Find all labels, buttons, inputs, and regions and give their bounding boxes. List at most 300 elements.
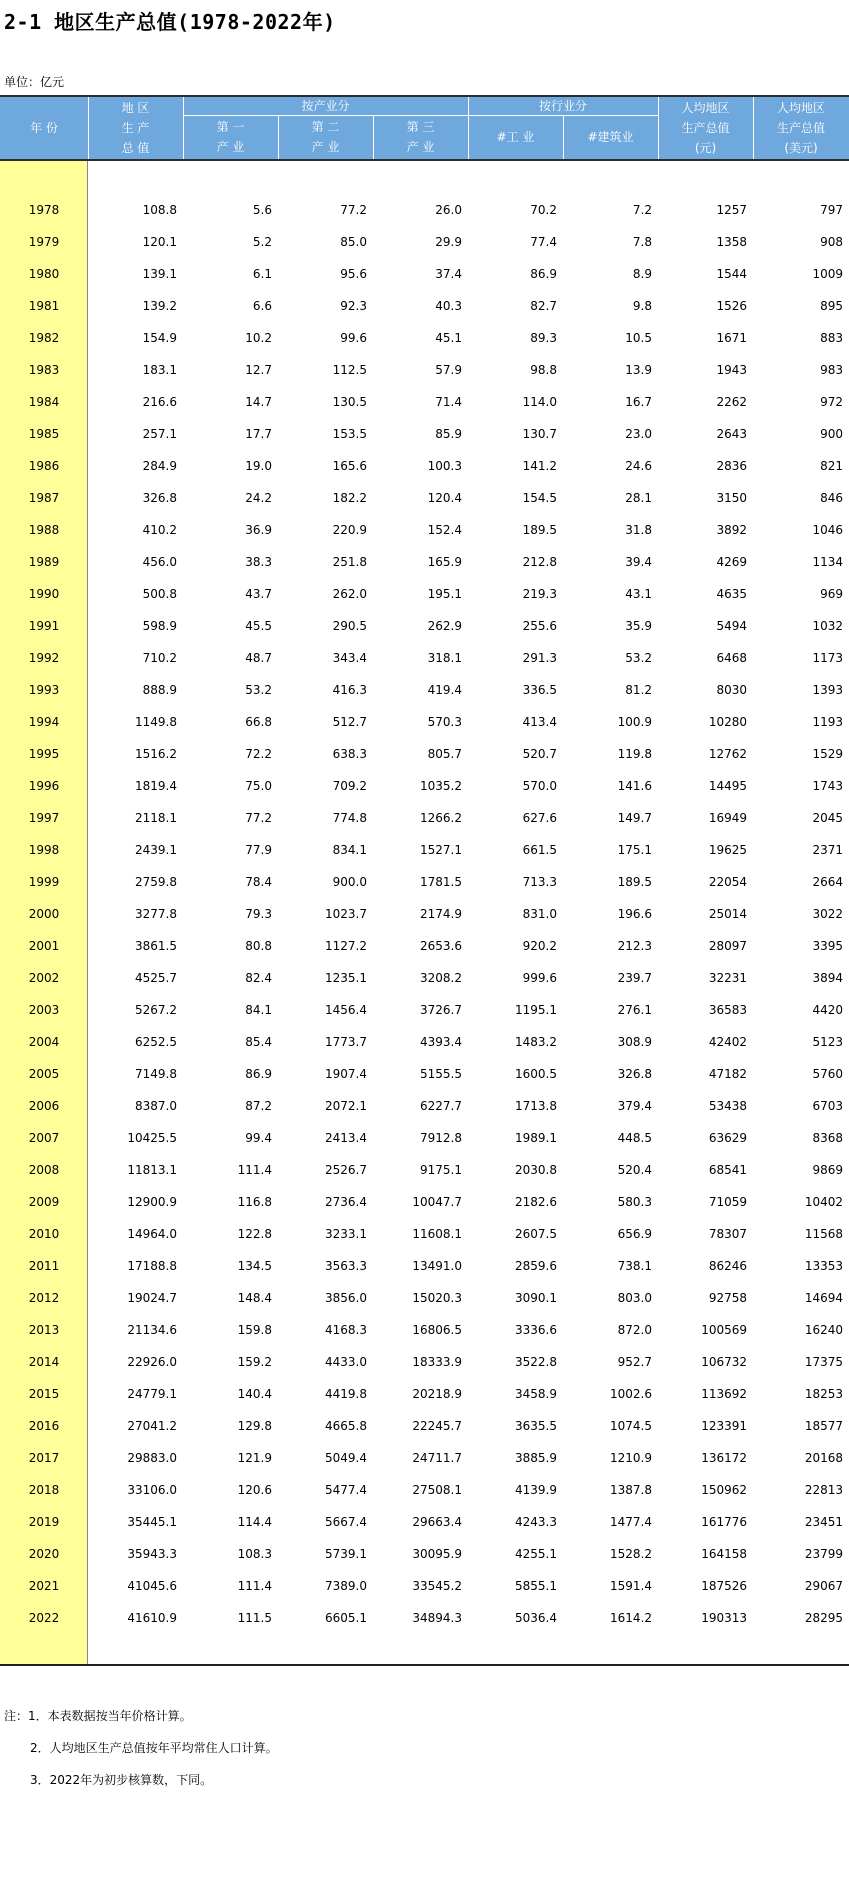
cell-primary: 134.5 <box>237 1259 272 1273</box>
cell-industry: 86.9 <box>530 267 557 281</box>
cell-tertiary: 18333.9 <box>412 1355 462 1369</box>
cell-per-capita-yuan: 32231 <box>708 971 747 985</box>
cell-industry: 70.2 <box>530 203 557 217</box>
cell-per-capita-usd: 17375 <box>804 1355 843 1369</box>
cell-year: 2006 <box>28 1099 60 1113</box>
cell-year: 2017 <box>28 1451 60 1465</box>
cell-tertiary: 3208.2 <box>420 971 462 985</box>
cell-per-capita-usd: 1134 <box>812 555 843 569</box>
cell-industry: 1989.1 <box>515 1131 557 1145</box>
cell-per-capita-yuan: 53438 <box>708 1099 747 1113</box>
table-row <box>0 866 849 898</box>
cell-year: 2013 <box>28 1323 60 1337</box>
cell-industry: 189.5 <box>522 523 557 537</box>
cell-year: 2021 <box>28 1579 60 1593</box>
table-body <box>0 161 849 1666</box>
cell-primary: 48.7 <box>245 651 272 665</box>
table-row <box>0 1602 849 1634</box>
cell-industry: 1195.1 <box>515 1003 557 1017</box>
cell-secondary: 3563.3 <box>325 1259 367 1273</box>
cell-industry: 1713.8 <box>515 1099 557 1113</box>
cell-construction: 520.4 <box>617 1163 652 1177</box>
table-row <box>0 290 849 322</box>
table-row <box>0 194 849 226</box>
cell-primary: 43.7 <box>245 587 272 601</box>
table-row <box>0 418 849 450</box>
cell-gdp: 11813.1 <box>127 1163 177 1177</box>
cell-year: 2016 <box>28 1419 60 1433</box>
cell-secondary: 774.8 <box>332 811 367 825</box>
cell-tertiary: 120.4 <box>427 491 462 505</box>
cell-primary: 114.4 <box>237 1515 272 1529</box>
cell-year: 2015 <box>28 1387 60 1401</box>
cell-tertiary: 570.3 <box>427 715 462 729</box>
cell-gdp: 24779.1 <box>127 1387 177 1401</box>
cell-secondary: 95.6 <box>340 267 367 281</box>
cell-industry: 661.5 <box>522 843 557 857</box>
table-header <box>0 95 849 161</box>
cell-per-capita-usd: 28295 <box>804 1611 843 1625</box>
cell-year: 1991 <box>28 619 60 633</box>
cell-tertiary: 2174.9 <box>420 907 462 921</box>
cell-year: 2009 <box>28 1195 60 1209</box>
table-row <box>0 258 849 290</box>
cell-secondary: 416.3 <box>332 683 367 697</box>
cell-per-capita-yuan: 1544 <box>716 267 747 281</box>
cell-per-capita-usd: 22813 <box>804 1483 843 1497</box>
cell-industry: 3458.9 <box>515 1387 557 1401</box>
cell-construction: 16.7 <box>625 395 652 409</box>
cell-gdp: 410.2 <box>142 523 177 537</box>
cell-tertiary: 805.7 <box>427 747 462 761</box>
cell-per-capita-yuan: 28097 <box>708 939 747 953</box>
cell-primary: 82.4 <box>245 971 272 985</box>
table-row <box>0 1154 849 1186</box>
cell-year: 2000 <box>28 907 60 921</box>
cell-year: 2007 <box>28 1131 60 1145</box>
cell-industry: 141.2 <box>522 459 557 473</box>
cell-primary: 77.9 <box>245 843 272 857</box>
cell-industry: 520.7 <box>522 747 557 761</box>
cell-construction: 1528.2 <box>610 1547 652 1561</box>
cell-construction: 239.7 <box>617 971 652 985</box>
cell-per-capita-usd: 18577 <box>804 1419 843 1433</box>
cell-industry: 291.3 <box>522 651 557 665</box>
cell-gdp: 257.1 <box>142 427 177 441</box>
cell-tertiary: 37.4 <box>435 267 462 281</box>
cell-primary: 45.5 <box>245 619 272 633</box>
cell-construction: 379.4 <box>617 1099 652 1113</box>
cell-primary: 78.4 <box>245 875 272 889</box>
table-row <box>0 898 849 930</box>
cell-year: 1980 <box>28 267 60 281</box>
cell-industry: 3522.8 <box>515 1355 557 1369</box>
cell-industry: 212.8 <box>522 555 557 569</box>
cell-tertiary: 9175.1 <box>420 1163 462 1177</box>
cell-primary: 17.7 <box>245 427 272 441</box>
cell-secondary: 2736.4 <box>325 1195 367 1209</box>
cell-year: 2022 <box>28 1611 60 1625</box>
cell-gdp: 22926.0 <box>127 1355 177 1369</box>
cell-per-capita-usd: 883 <box>820 331 843 345</box>
cell-tertiary: 40.3 <box>435 299 462 313</box>
cell-secondary: 92.3 <box>340 299 367 313</box>
cell-tertiary: 26.0 <box>435 203 462 217</box>
table-row <box>0 1218 849 1250</box>
note-2: 2．人均地区生产总值按年平均常住人口计算。 <box>30 1741 278 1755</box>
cell-tertiary: 34894.3 <box>412 1611 462 1625</box>
cell-per-capita-yuan: 16949 <box>708 811 747 825</box>
cell-per-capita-yuan: 25014 <box>708 907 747 921</box>
cell-per-capita-usd: 821 <box>820 459 843 473</box>
cell-primary: 24.2 <box>245 491 272 505</box>
header-by-sector: 按行业分 <box>538 99 587 113</box>
cell-primary: 122.8 <box>237 1227 272 1241</box>
cell-year: 1992 <box>28 651 60 665</box>
table-row <box>0 450 849 482</box>
cell-primary: 159.2 <box>237 1355 272 1369</box>
table-row <box>0 1474 849 1506</box>
cell-secondary: 4168.3 <box>325 1323 367 1337</box>
cell-year: 2010 <box>28 1227 60 1241</box>
cell-year: 1983 <box>28 363 60 377</box>
cell-per-capita-yuan: 4269 <box>716 555 747 569</box>
cell-year: 1986 <box>28 459 60 473</box>
cell-per-capita-yuan: 1257 <box>716 203 747 217</box>
cell-per-capita-usd: 846 <box>820 491 843 505</box>
cell-per-capita-usd: 1032 <box>812 619 843 633</box>
cell-secondary: 1773.7 <box>325 1035 367 1049</box>
unit-label: 单位：亿元 <box>4 75 65 89</box>
cell-secondary: 709.2 <box>332 779 367 793</box>
cell-industry: 3090.1 <box>515 1291 557 1305</box>
cell-primary: 99.4 <box>245 1131 272 1145</box>
cell-gdp: 456.0 <box>142 555 177 569</box>
cell-primary: 75.0 <box>245 779 272 793</box>
cell-per-capita-usd: 10402 <box>804 1195 843 1209</box>
cell-gdp: 4525.7 <box>135 971 177 985</box>
cell-per-capita-usd: 11568 <box>804 1227 843 1241</box>
cell-per-capita-yuan: 71059 <box>708 1195 747 1209</box>
table-row <box>0 1282 849 1314</box>
cell-tertiary: 4393.4 <box>420 1035 462 1049</box>
cell-primary: 140.4 <box>237 1387 272 1401</box>
cell-per-capita-yuan: 4635 <box>716 587 747 601</box>
cell-gdp: 139.1 <box>142 267 177 281</box>
cell-primary: 86.9 <box>245 1067 272 1081</box>
cell-secondary: 5049.4 <box>325 1451 367 1465</box>
header-per-capita-usd: 人均地区 生产总值 (美元) <box>776 101 825 155</box>
cell-construction: 1477.4 <box>610 1515 652 1529</box>
cell-per-capita-usd: 1393 <box>812 683 843 697</box>
cell-per-capita-yuan: 1671 <box>716 331 747 345</box>
cell-secondary: 99.6 <box>340 331 367 345</box>
cell-per-capita-yuan: 2836 <box>716 459 747 473</box>
cell-primary: 116.8 <box>237 1195 272 1209</box>
cell-construction: 7.8 <box>632 235 652 249</box>
cell-tertiary: 45.1 <box>435 331 462 345</box>
cell-per-capita-yuan: 6468 <box>716 651 747 665</box>
header-construction: #建筑业 <box>587 130 634 144</box>
cell-secondary: 112.5 <box>332 363 367 377</box>
cell-per-capita-yuan: 12762 <box>708 747 747 761</box>
cell-construction: 276.1 <box>617 1003 652 1017</box>
cell-per-capita-yuan: 100569 <box>701 1323 747 1337</box>
cell-tertiary: 152.4 <box>427 523 462 537</box>
cell-secondary: 130.5 <box>332 395 367 409</box>
cell-tertiary: 1266.2 <box>420 811 462 825</box>
cell-per-capita-yuan: 2262 <box>716 395 747 409</box>
cell-tertiary: 262.9 <box>427 619 462 633</box>
cell-year: 1988 <box>28 523 60 537</box>
table-row <box>0 1250 849 1282</box>
cell-tertiary: 10047.7 <box>412 1195 462 1209</box>
cell-gdp: 29883.0 <box>127 1451 177 1465</box>
header-year: 年 份 <box>30 121 58 135</box>
cell-gdp: 41045.6 <box>127 1579 177 1593</box>
table-row <box>0 1538 849 1570</box>
cell-per-capita-usd: 16240 <box>804 1323 843 1337</box>
cell-per-capita-usd: 13353 <box>804 1259 843 1273</box>
cell-per-capita-yuan: 1358 <box>716 235 747 249</box>
cell-industry: 3635.5 <box>515 1419 557 1433</box>
table-row <box>0 834 849 866</box>
cell-per-capita-yuan: 1526 <box>716 299 747 313</box>
cell-per-capita-usd: 908 <box>820 235 843 249</box>
cell-per-capita-yuan: 10280 <box>708 715 747 729</box>
cell-construction: 308.9 <box>617 1035 652 1049</box>
cell-per-capita-usd: 972 <box>820 395 843 409</box>
cell-tertiary: 2653.6 <box>420 939 462 953</box>
table-row <box>0 1442 849 1474</box>
cell-gdp: 35943.3 <box>127 1547 177 1561</box>
table-row <box>0 674 849 706</box>
cell-industry: 627.6 <box>522 811 557 825</box>
cell-construction: 53.2 <box>625 651 652 665</box>
cell-year: 1985 <box>28 427 60 441</box>
cell-secondary: 290.5 <box>332 619 367 633</box>
cell-tertiary: 419.4 <box>427 683 462 697</box>
table-row <box>0 1090 849 1122</box>
cell-year: 1982 <box>28 331 60 345</box>
cell-per-capita-yuan: 164158 <box>701 1547 747 1561</box>
cell-year: 1995 <box>28 747 60 761</box>
cell-per-capita-yuan: 190313 <box>701 1611 747 1625</box>
cell-per-capita-usd: 5760 <box>812 1067 843 1081</box>
cell-secondary: 182.2 <box>332 491 367 505</box>
cell-industry: 255.6 <box>522 619 557 633</box>
cell-construction: 7.2 <box>632 203 652 217</box>
table-row <box>0 226 849 258</box>
cell-per-capita-usd: 23799 <box>804 1547 843 1561</box>
cell-tertiary: 33545.2 <box>412 1579 462 1593</box>
cell-primary: 12.7 <box>245 363 272 377</box>
cell-primary: 85.4 <box>245 1035 272 1049</box>
cell-industry: 713.3 <box>522 875 557 889</box>
cell-gdp: 500.8 <box>142 587 177 601</box>
cell-year: 1979 <box>28 235 60 249</box>
cell-gdp: 154.9 <box>142 331 177 345</box>
cell-industry: 5036.4 <box>515 1611 557 1625</box>
cell-per-capita-usd: 1529 <box>812 747 843 761</box>
cell-per-capita-usd: 1046 <box>812 523 843 537</box>
cell-tertiary: 29.9 <box>435 235 462 249</box>
table-row <box>0 642 849 674</box>
cell-gdp: 888.9 <box>142 683 177 697</box>
cell-tertiary: 16806.5 <box>412 1323 462 1337</box>
cell-year: 1978 <box>28 203 60 217</box>
cell-gdp: 17188.8 <box>127 1259 177 1273</box>
cell-per-capita-yuan: 92758 <box>708 1291 747 1305</box>
cell-gdp: 2759.8 <box>135 875 177 889</box>
cell-primary: 80.8 <box>245 939 272 953</box>
cell-construction: 9.8 <box>632 299 652 313</box>
cell-tertiary: 11608.1 <box>412 1227 462 1241</box>
cell-per-capita-usd: 900 <box>820 427 843 441</box>
cell-per-capita-usd: 3395 <box>812 939 843 953</box>
cell-per-capita-usd: 797 <box>820 203 843 217</box>
cell-per-capita-usd: 18253 <box>804 1387 843 1401</box>
cell-secondary: 153.5 <box>332 427 367 441</box>
cell-secondary: 1127.2 <box>325 939 367 953</box>
cell-per-capita-yuan: 1943 <box>716 363 747 377</box>
cell-per-capita-yuan: 19625 <box>708 843 747 857</box>
cell-per-capita-yuan: 68541 <box>708 1163 747 1177</box>
cell-industry: 154.5 <box>522 491 557 505</box>
cell-construction: 28.1 <box>625 491 652 505</box>
cell-construction: 1591.4 <box>610 1579 652 1593</box>
cell-industry: 2607.5 <box>515 1227 557 1241</box>
cell-primary: 120.6 <box>237 1483 272 1497</box>
cell-construction: 580.3 <box>617 1195 652 1209</box>
cell-primary: 129.8 <box>237 1419 272 1433</box>
cell-per-capita-yuan: 22054 <box>708 875 747 889</box>
cell-year: 2019 <box>28 1515 60 1529</box>
table-row <box>0 1506 849 1538</box>
cell-gdp: 6252.5 <box>135 1035 177 1049</box>
cell-primary: 77.2 <box>245 811 272 825</box>
cell-tertiary: 1527.1 <box>420 843 462 857</box>
cell-industry: 2859.6 <box>515 1259 557 1273</box>
cell-industry: 2030.8 <box>515 1163 557 1177</box>
cell-gdp: 1149.8 <box>135 715 177 729</box>
cell-primary: 108.3 <box>237 1547 272 1561</box>
cell-secondary: 1235.1 <box>325 971 367 985</box>
header-industry: #工 业 <box>496 130 535 144</box>
cell-secondary: 834.1 <box>332 843 367 857</box>
header-by-industry: 按产业分 <box>301 99 350 113</box>
cell-gdp: 598.9 <box>142 619 177 633</box>
cell-industry: 5855.1 <box>515 1579 557 1593</box>
cell-gdp: 10425.5 <box>127 1131 177 1145</box>
cell-gdp: 7149.8 <box>135 1067 177 1081</box>
cell-gdp: 14964.0 <box>127 1227 177 1241</box>
cell-year: 2020 <box>28 1547 60 1561</box>
cell-gdp: 108.8 <box>142 203 177 217</box>
cell-per-capita-yuan: 5494 <box>716 619 747 633</box>
cell-gdp: 5267.2 <box>135 1003 177 1017</box>
cell-year: 2008 <box>28 1163 60 1177</box>
cell-tertiary: 27508.1 <box>412 1483 462 1497</box>
cell-construction: 149.7 <box>617 811 652 825</box>
cell-year: 1994 <box>28 715 60 729</box>
cell-tertiary: 30095.9 <box>412 1547 462 1561</box>
cell-secondary: 165.6 <box>332 459 367 473</box>
cell-per-capita-yuan: 3892 <box>716 523 747 537</box>
cell-per-capita-usd: 23451 <box>804 1515 843 1529</box>
table-row <box>0 802 849 834</box>
cell-per-capita-yuan: 113692 <box>701 1387 747 1401</box>
cell-per-capita-yuan: 2643 <box>716 427 747 441</box>
cell-year: 1996 <box>28 779 60 793</box>
table-row <box>0 1378 849 1410</box>
gdp-table <box>0 95 849 1666</box>
cell-construction: 803.0 <box>617 1291 652 1305</box>
table-row <box>0 482 849 514</box>
cell-secondary: 6605.1 <box>325 1611 367 1625</box>
cell-per-capita-yuan: 42402 <box>708 1035 747 1049</box>
cell-tertiary: 29663.4 <box>412 1515 462 1529</box>
cell-construction: 24.6 <box>625 459 652 473</box>
cell-year: 2005 <box>28 1067 60 1081</box>
cell-gdp: 33106.0 <box>127 1483 177 1497</box>
table-row <box>0 738 849 770</box>
cell-construction: 8.9 <box>632 267 652 281</box>
cell-primary: 66.8 <box>245 715 272 729</box>
cell-per-capita-yuan: 8030 <box>716 683 747 697</box>
cell-per-capita-usd: 5123 <box>812 1035 843 1049</box>
cell-construction: 448.5 <box>617 1131 652 1145</box>
cell-primary: 6.1 <box>252 267 272 281</box>
table-row <box>0 1314 849 1346</box>
table-row <box>0 578 849 610</box>
table-row <box>0 1058 849 1090</box>
page-title: 2-1 地区生产总值(1978-2022年) <box>4 10 336 34</box>
cell-secondary: 900.0 <box>332 875 367 889</box>
header-primary: 第 一 产 业 <box>216 120 245 154</box>
cell-construction: 952.7 <box>617 1355 652 1369</box>
cell-secondary: 2072.1 <box>325 1099 367 1113</box>
cell-per-capita-yuan: 63629 <box>708 1131 747 1145</box>
cell-primary: 111.4 <box>237 1579 272 1593</box>
cell-per-capita-usd: 1743 <box>812 779 843 793</box>
cell-construction: 13.9 <box>625 363 652 377</box>
cell-tertiary: 57.9 <box>435 363 462 377</box>
cell-gdp: 8387.0 <box>135 1099 177 1113</box>
cell-per-capita-yuan: 187526 <box>701 1579 747 1593</box>
table-row <box>0 994 849 1026</box>
cell-construction: 141.6 <box>617 779 652 793</box>
table-row <box>0 1410 849 1442</box>
cell-tertiary: 195.1 <box>427 587 462 601</box>
cell-per-capita-usd: 1173 <box>812 651 843 665</box>
cell-primary: 10.2 <box>245 331 272 345</box>
cell-gdp: 139.2 <box>142 299 177 313</box>
table-row <box>0 930 849 962</box>
cell-per-capita-usd: 2045 <box>812 811 843 825</box>
cell-secondary: 3856.0 <box>325 1291 367 1305</box>
cell-year: 2011 <box>28 1259 60 1273</box>
cell-primary: 38.3 <box>245 555 272 569</box>
cell-industry: 82.7 <box>530 299 557 313</box>
cell-year: 2002 <box>28 971 60 985</box>
cell-industry: 831.0 <box>522 907 557 921</box>
cell-industry: 920.2 <box>522 939 557 953</box>
cell-gdp: 27041.2 <box>127 1419 177 1433</box>
cell-per-capita-usd: 6703 <box>812 1099 843 1113</box>
cell-per-capita-usd: 3894 <box>812 971 843 985</box>
cell-industry: 1483.2 <box>515 1035 557 1049</box>
